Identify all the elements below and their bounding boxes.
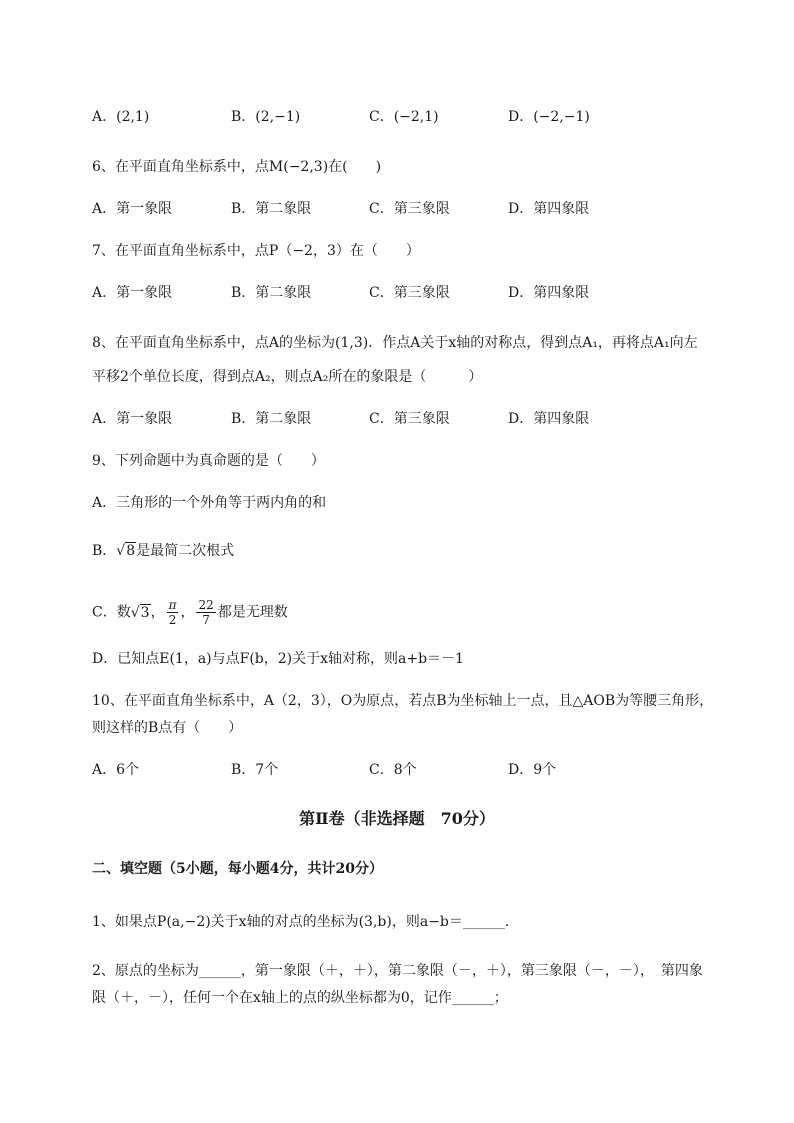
q8-option-c: C．第三象限 xyxy=(369,411,450,427)
q5-option-a: A．(2,1) xyxy=(92,109,150,125)
q6-option-d: D．第四象限 xyxy=(508,201,590,217)
q9-stem: 9、下列命题中为真命题的是（ ） xyxy=(92,453,325,469)
q9-option-b-prefix: B． xyxy=(92,543,117,559)
q9-option-c-suffix: 都是无理数 xyxy=(217,604,288,621)
q6-option-b: B．第二象限 xyxy=(231,201,312,217)
q9-option-c-sep2: ， xyxy=(180,604,195,621)
q5-options xyxy=(92,107,652,127)
q10-option-a: A．6个 xyxy=(92,762,140,778)
q10-option-c: C．8个 xyxy=(369,762,417,778)
q9-option-c xyxy=(92,598,288,626)
q6-option-c: C．第三象限 xyxy=(369,201,450,217)
q6-stem: 6、在平面直角坐标系中，点M(−2,3)在( ) xyxy=(92,159,382,175)
q10-options xyxy=(92,760,652,780)
sqrt-3-radicand: 3 xyxy=(140,604,150,621)
section-2-title: 第Ⅱ卷（非选择题 70分） xyxy=(299,809,495,828)
q9-option-c-sep1: ， xyxy=(150,604,165,621)
sqrt-8: √8 xyxy=(116,543,136,559)
fraction-pi-over-2 xyxy=(167,598,179,627)
q8-stem-line2: 平移2个单位长度，得到点A₂，则点A₂所在的象限是（ ） xyxy=(92,369,483,385)
fraction-pi-denominator: 2 xyxy=(168,613,177,627)
sqrt-8-radicand: 8 xyxy=(126,543,136,559)
fraction-22-numerator: 22 xyxy=(198,598,214,612)
q9-option-b xyxy=(92,541,234,561)
q6-options xyxy=(92,199,652,219)
q7-options xyxy=(92,283,652,303)
q10-stem-line1: 10、在平面直角坐标系中，A（2，3），O为原点，若点B为坐标轴上一点，且△AOB为等腰三角形， xyxy=(92,693,714,709)
q7-option-b: B．第二象限 xyxy=(231,285,312,301)
q9-option-a: A．三角形的一个外角等于两内角的和 xyxy=(92,495,327,511)
fraction-pi-numerator: π xyxy=(168,598,177,612)
sqrt-3: √3 xyxy=(130,604,150,621)
q7-option-a: A．第一象限 xyxy=(92,285,173,301)
q9-option-d: D．已知点E(1，a)与点F(b，2)关于x轴对称，则a+b＝－1 xyxy=(92,651,464,667)
q10-stem-line2: 则这样的B点有（ ） xyxy=(92,720,243,736)
q6-option-a: A．第一象限 xyxy=(92,201,173,217)
q5-option-d: D．(−2,−1) xyxy=(508,109,590,125)
fill-in-part-title: 二、填空题（5小题，每小题4分，共计20分） xyxy=(92,861,383,877)
q8-stem-line1: 8、在平面直角坐标系中，点A的坐标为(1,3)．作点A关于x轴的对称点，得到点A₁，再将点A₁向左 xyxy=(92,335,698,351)
q9-option-c-prefix: C．数 xyxy=(92,604,131,621)
fill2-stem-line1: 2、原点的坐标为______，第一象限（＋，＋），第二象限（－，＋），第三象限（－，－）， 第四象 xyxy=(92,963,703,979)
q8-options xyxy=(92,409,652,429)
q7-option-d: D．第四象限 xyxy=(508,285,590,301)
q8-option-a: A．第一象限 xyxy=(92,411,173,427)
q7-option-c: C．第三象限 xyxy=(369,285,450,301)
q7-stem: 7、在平面直角坐标系中，点P（−2，3）在（ ） xyxy=(92,243,420,259)
q8-option-d: D．第四象限 xyxy=(508,411,590,427)
q10-option-d: D．9个 xyxy=(508,762,557,778)
q9-option-b-suffix: 是最简二次根式 xyxy=(136,543,235,559)
fill2-stem-line2: 限（＋，－），任何一个在x轴上的点的纵坐标都为0，记作______； xyxy=(92,990,508,1006)
q5-option-b: B．(2,−1) xyxy=(231,109,301,125)
fraction-22-denominator: 7 xyxy=(202,613,210,627)
q10-option-b: B．7个 xyxy=(231,762,279,778)
q5-option-c: C．(−2,1) xyxy=(369,109,439,125)
q8-option-b: B．第二象限 xyxy=(231,411,312,427)
fill1-stem: 1、如果点P(a,−2)关于x轴的对点的坐标为(3,b)，则a−b＝______． xyxy=(92,914,519,930)
fraction-22-over-7 xyxy=(196,598,215,627)
